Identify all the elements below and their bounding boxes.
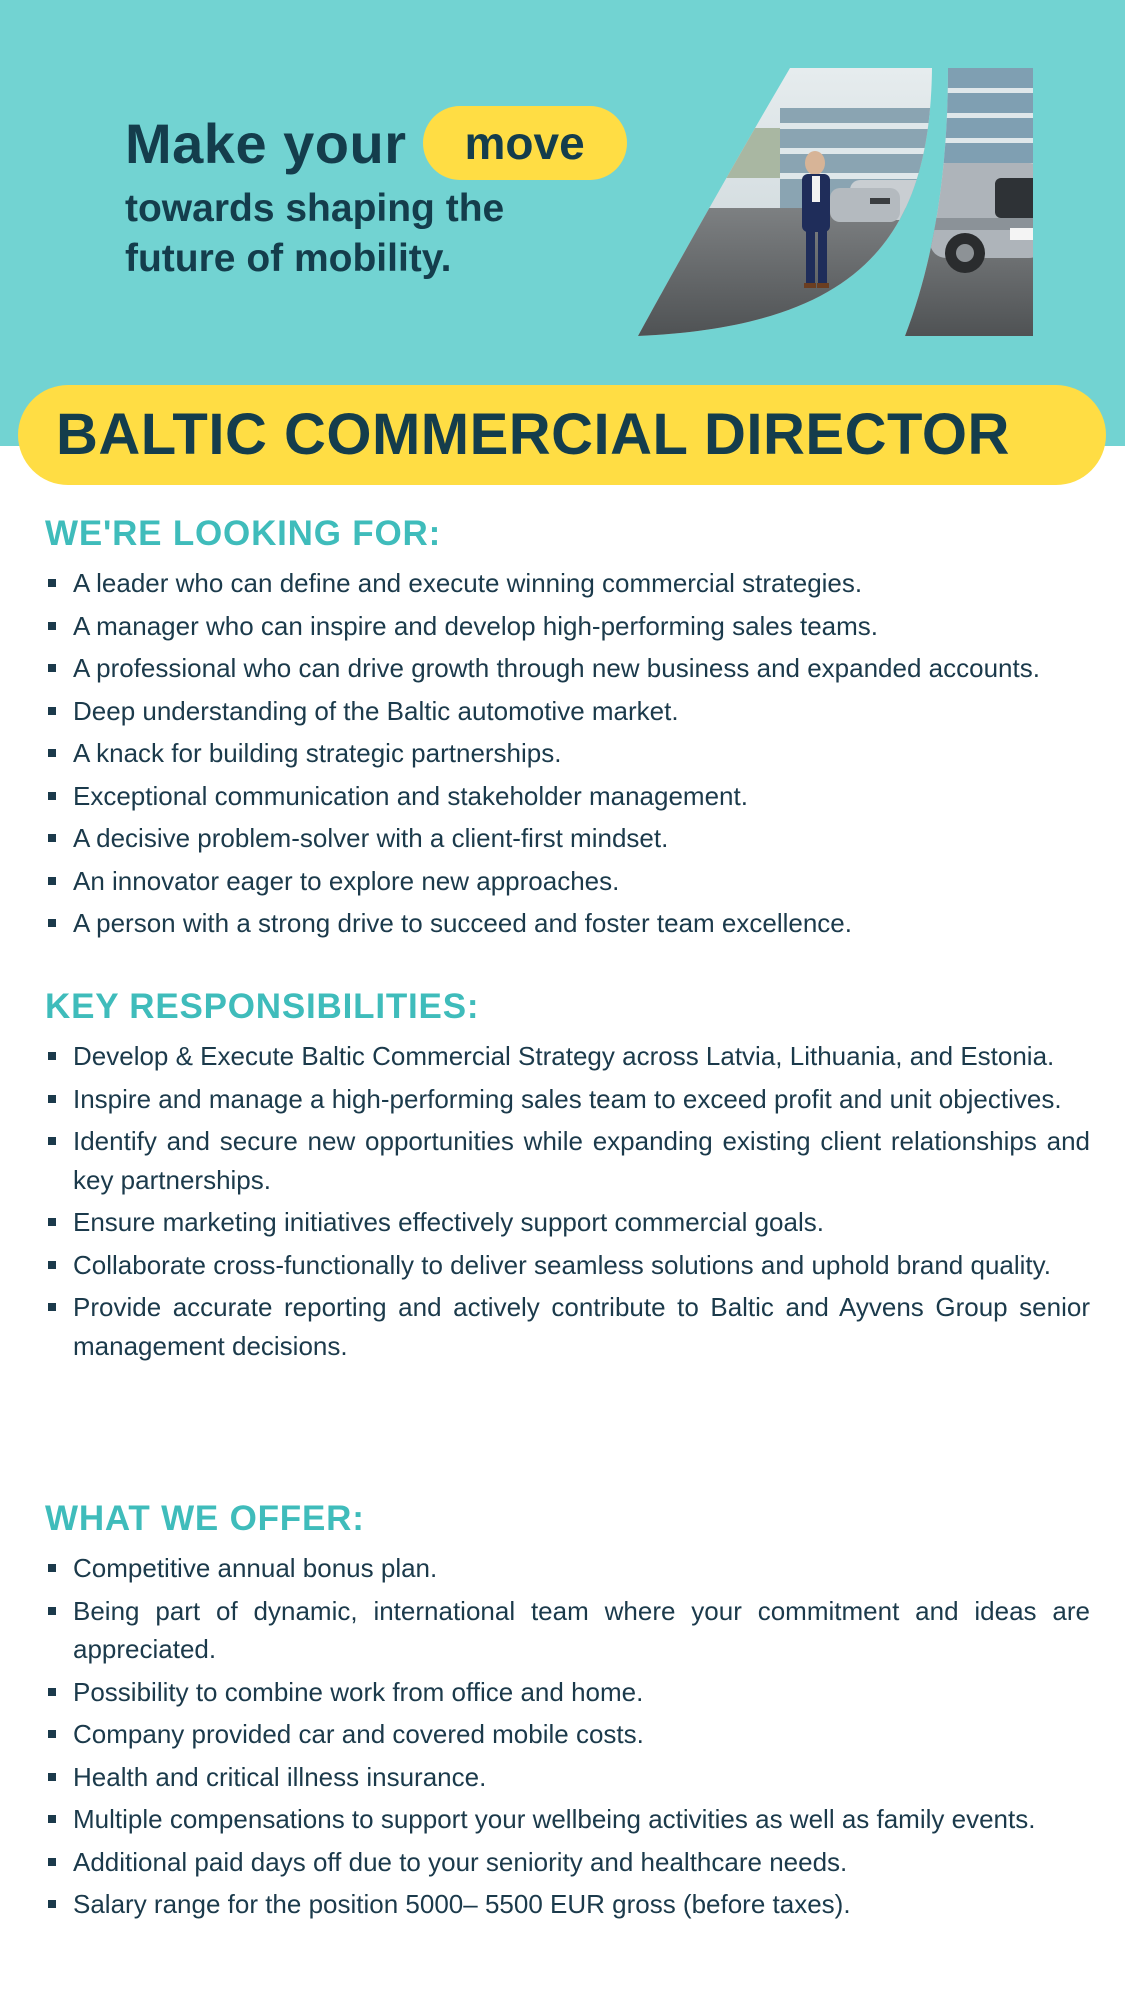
- job-title-bar: [18, 385, 1106, 485]
- hero-subtext-line2: future of mobility.: [125, 237, 452, 280]
- responsibilities-list: [45, 1037, 1090, 1369]
- hero-photo-image: [630, 68, 1040, 336]
- list-item: An innovator eager to explore new approaches.: [45, 862, 1090, 901]
- list-item: A person with a strong drive to succeed and foster team excellence.: [45, 904, 1090, 943]
- looking-for-list: [45, 564, 1090, 947]
- offer-list: [45, 1549, 1090, 1928]
- list-item: Exceptional communication and stakeholder management.: [45, 777, 1090, 816]
- hero-subtext-line1: towards shaping the: [125, 187, 505, 230]
- job-title: BALTIC COMMERCIAL DIRECTOR: [56, 402, 1010, 467]
- hero-banner: [0, 0, 1125, 446]
- list-item: Inspire and manage a high-performing sales team to exceed profit and unit objectives.: [45, 1080, 1090, 1119]
- list-item: Competitive annual bonus plan.: [45, 1549, 1090, 1588]
- list-item: A decisive problem-solver with a client-first mindset.: [45, 819, 1090, 858]
- list-item: Develop & Execute Baltic Commercial Strategy across Latvia, Lithuania, and Estonia.: [45, 1037, 1090, 1076]
- list-item: A leader who can define and execute winning commercial strategies.: [45, 564, 1090, 603]
- list-item: A manager who can inspire and develop high-performing sales teams.: [45, 607, 1090, 646]
- list-item: Ensure marketing initiatives effectively support commercial goals.: [45, 1203, 1090, 1242]
- list-item: Possibility to combine work from office and home.: [45, 1673, 1090, 1712]
- list-item: Identify and secure new opportunities while expanding existing client relationships and key partnerships.: [45, 1122, 1090, 1199]
- list-item: Salary range for the position 5000– 5500 EUR gross (before taxes).: [45, 1885, 1090, 1924]
- move-pill: move: [423, 106, 627, 180]
- list-item: A knack for building strategic partnerships.: [45, 734, 1090, 773]
- hero-subtext: [125, 184, 585, 284]
- list-item: Provide accurate reporting and actively contribute to Baltic and Ayvens Group senior management decisions.: [45, 1288, 1090, 1365]
- list-item: Additional paid days off due to your seniority and healthcare needs.: [45, 1843, 1090, 1882]
- hero-headline: [125, 106, 627, 284]
- looking-for-heading: WE'RE LOOKING FOR:: [45, 514, 442, 553]
- list-item: Deep understanding of the Baltic automotive market.: [45, 692, 1090, 731]
- headline-line1: [125, 106, 627, 180]
- list-item: Multiple compensations to support your wellbeing activities as well as family events.: [45, 1800, 1090, 1839]
- offer-heading: WHAT WE OFFER:: [45, 1499, 365, 1538]
- responsibilities-heading: KEY RESPONSIBILITIES:: [45, 987, 480, 1026]
- list-item: Being part of dynamic, international team where your commitment and ideas are appreciated.: [45, 1592, 1090, 1669]
- list-item: Company provided car and covered mobile costs.: [45, 1715, 1090, 1754]
- make-your-text: Make your: [125, 111, 407, 175]
- list-item: A professional who can drive growth through new business and expanded accounts.: [45, 649, 1090, 688]
- list-item: Health and critical illness insurance.: [45, 1758, 1090, 1797]
- list-item: Collaborate cross-functionally to deliver seamless solutions and uphold brand quality.: [45, 1246, 1090, 1285]
